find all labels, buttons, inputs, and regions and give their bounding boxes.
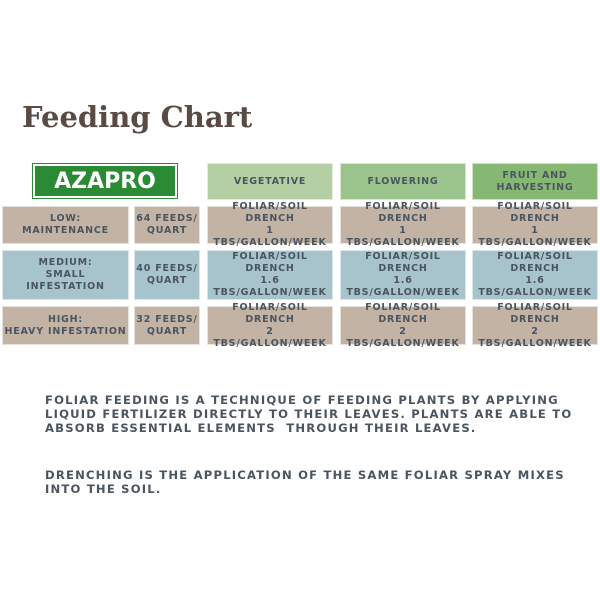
row-medium-feeds-line2: QUART	[146, 275, 188, 286]
row-medium-fruit-line1: FOLIAR/SOIL DRENCH	[497, 251, 573, 274]
row-high-fruit	[472, 301, 598, 349]
row-medium-veg-line2: 1.6 TBS/GALLON/WEEK	[213, 275, 327, 298]
header-fruit-harvesting	[472, 163, 598, 200]
header-vegetative-label: VEGETATIVE	[233, 175, 307, 187]
row-medium-fruit-line2: 1.6 TBS/GALLON/WEEK	[478, 275, 592, 298]
row-low-feeds	[134, 206, 200, 244]
row-low-label-line1: LOW:	[50, 213, 81, 224]
drenching-paragraph	[45, 468, 575, 496]
row-low-flower-line2: 1 TBS/GALLON/WEEK	[346, 225, 460, 248]
row-low-label-line2: MAINTENANCE	[22, 225, 109, 236]
row-low-fruit-line1: FOLIAR/SOIL DRENCH	[497, 201, 573, 224]
row-medium-flowering	[340, 250, 466, 300]
row-high-feeds	[134, 306, 200, 345]
drench-line1: DRENCHING IS THE APPLICATION OF THE SAME FOLIAR SPRAY MIXES	[45, 468, 565, 482]
row-medium-flower-line2: 1.6 TBS/GALLON/WEEK	[346, 275, 460, 298]
row-medium-label-line2: SMALL	[45, 269, 86, 280]
row-medium-vegetative	[207, 250, 333, 300]
row-low-veg-line1: FOLIAR/SOIL DRENCH	[232, 201, 308, 224]
row-high-flowering	[340, 301, 466, 349]
row-medium-feeds-line1: 40 FEEDS/	[136, 263, 198, 274]
header-flowering-label: FLOWERING	[367, 175, 439, 187]
row-high-feeds-line1: 32 FEEDS/	[136, 313, 198, 325]
row-medium-label	[2, 250, 129, 300]
drench-line2: INTO THE SOIL.	[45, 482, 162, 496]
row-low-vegetative	[207, 201, 333, 248]
row-low-veg-line2: 1 TBS/GALLON/WEEK	[213, 225, 327, 248]
row-medium-feeds	[134, 250, 200, 300]
row-high-fruit-line2: 2 TBS/GALLON/WEEK	[478, 325, 592, 349]
row-low-feeds-line2: QUART	[146, 225, 188, 236]
header-vegetative	[207, 163, 333, 200]
foliar-line2: LIQUID FERTILIZER DIRECTLY TO THEIR LEAVES. PLANTS ARE ABLE TO	[45, 407, 573, 421]
row-low-fruit-line2: 1 TBS/GALLON/WEEK	[478, 225, 592, 248]
row-medium-label-line1: MEDIUM:	[38, 257, 93, 268]
foliar-feeding-paragraph	[45, 393, 575, 435]
row-high-flower-line1: FOLIAR/SOIL DRENCH	[365, 301, 441, 325]
row-medium-veg-line1: FOLIAR/SOIL DRENCH	[232, 251, 308, 274]
row-low-flower-line1: FOLIAR/SOIL DRENCH	[365, 201, 441, 224]
row-high-vegetative	[207, 301, 333, 349]
header-fruit-line1: FRUIT AND	[502, 169, 568, 181]
row-high-label-line1: HIGH:	[47, 313, 84, 325]
header-flowering	[340, 163, 466, 200]
row-low-label	[2, 206, 129, 244]
foliar-line1: FOLIAR FEEDING IS A TECHNIQUE OF FEEDING PLANTS BY APPLYING	[45, 393, 559, 407]
header-fruit-line2: HARVESTING	[496, 181, 574, 193]
row-low-feeds-line1: 64 FEEDS/	[136, 213, 198, 224]
row-medium-fruit	[472, 250, 598, 300]
row-high-label	[2, 306, 129, 345]
row-high-veg-line1: FOLIAR/SOIL DRENCH	[232, 301, 308, 325]
page-title: Feeding Chart	[22, 100, 253, 134]
row-high-label-line2: HEAVY INFESTATION	[4, 325, 127, 337]
row-high-veg-line2: 2 TBS/GALLON/WEEK	[213, 325, 327, 349]
row-low-fruit	[472, 201, 598, 248]
row-high-flower-line2: 2 TBS/GALLON/WEEK	[346, 325, 460, 349]
azapro-logo	[33, 164, 177, 198]
row-medium-flower-line1: FOLIAR/SOIL DRENCH	[365, 251, 441, 274]
row-medium-label-line3: INFESTATION	[26, 281, 105, 292]
logo-text: AZAPRO	[54, 168, 156, 194]
row-high-fruit-line1: FOLIAR/SOIL DRENCH	[497, 301, 573, 325]
foliar-line3: ABSORB ESSENTIAL ELEMENTS THROUGH THEIR LEAVES.	[45, 421, 477, 435]
row-low-flowering	[340, 201, 466, 248]
row-high-feeds-line2: QUART	[146, 325, 188, 337]
